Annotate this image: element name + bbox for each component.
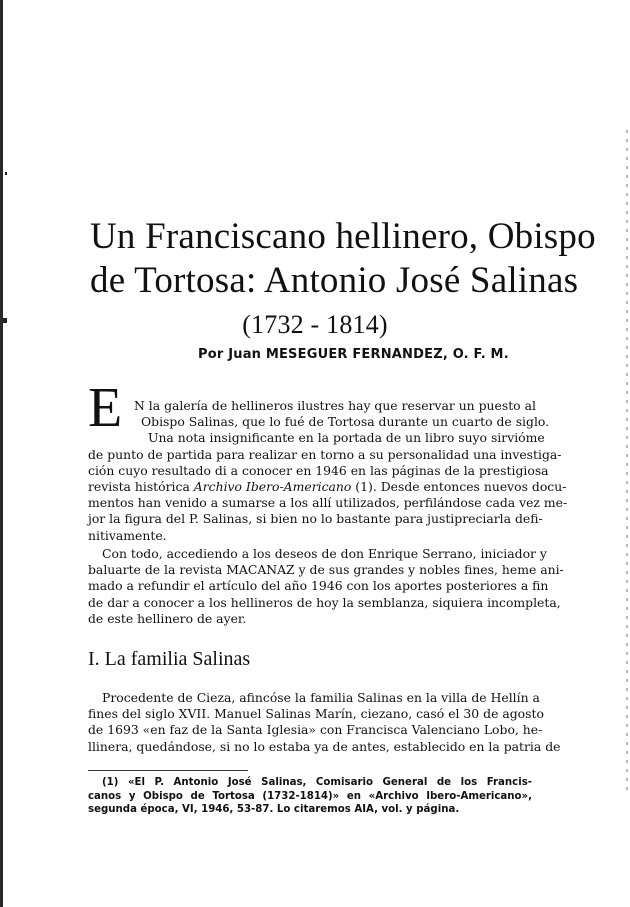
second-paragraph xyxy=(88,546,564,627)
title-dates: (1732 - 1814) xyxy=(242,310,388,339)
scan-speck xyxy=(5,172,7,175)
title-line-2: de Tortosa: Antonio José Salinas xyxy=(90,260,579,301)
footnote-line: (1) «El P. Antonio José Salinas, Comisario General de los Francis- xyxy=(102,777,532,788)
title-line-1: Un Franciscano hellinero, Obispo xyxy=(90,216,596,257)
text-span: revista histórica Archivo Ibero-Americano (1). Desde entonces nuevos docu- xyxy=(88,479,567,495)
text-line: fines del siglo XVII. Manuel Salinas Marín, ciezano, casó el 30 de agosto xyxy=(88,706,544,722)
drop-cap: E xyxy=(88,377,123,439)
text-line: de 1693 «en faz de la Santa Iglesia» con Francisca Valenciano Lobo, he- xyxy=(88,722,543,738)
footnote xyxy=(88,776,532,817)
text-line: Procedente de Cieza, afincóse la familia Salinas en la villa de Hellín a xyxy=(102,690,540,705)
text-line: mentos han venido a sumarse a los allí utilizados, perfilándose cada vez me- xyxy=(88,495,568,511)
section-paragraph xyxy=(88,690,561,755)
text-line: jor la figura del P. Salinas, si bien no lo bastante para justipreciarla defi- xyxy=(88,511,543,527)
intro-paragraph xyxy=(88,398,568,544)
scan-edge-left xyxy=(0,0,3,907)
journal-title: Archivo Ibero-Americano xyxy=(193,479,352,495)
text-line: Una nota insignificante en la portada de un libro suyo sirvióme xyxy=(148,430,545,446)
text-line: Obispo Salinas, que lo fué de Tortosa durante un cuarto de siglo. xyxy=(141,414,550,430)
text-line xyxy=(88,479,567,495)
text-line: ción cuyo resultado di a conocer en 1946 en las páginas de la prestigiosa xyxy=(88,462,549,478)
text-line: de punto de partida para realizar en torno a su personalidad una investiga- xyxy=(88,446,562,462)
text-line: nitivamente. xyxy=(88,527,167,543)
text-line: N la galería de hellineros ilustres hay que reservar un puesto al xyxy=(134,398,536,413)
text-line: mado a refundir el artículo del año 1946 con los aportes posteriores a fin xyxy=(88,578,549,594)
footnote-rule xyxy=(88,770,248,771)
text-line: llinera, quedándose, si no lo estaba ya de antes, establecido en la patria de xyxy=(88,738,561,754)
section-heading: I. La familia Salinas xyxy=(88,648,251,670)
text-line: Con todo, accediendo a los deseos de don Enrique Serrano, iniciador y xyxy=(102,546,547,561)
author-byline: Por Juan MESEGUER FERNANDEZ, O. F. M. xyxy=(198,347,509,362)
scan-edge-right xyxy=(626,130,628,790)
text-line: baluarte de la revista MACANAZ y de sus grandes y nobles fines, heme ani- xyxy=(88,562,564,578)
footnote-line: canos y Obispo de Tortosa (1732-1814)» en «Archivo Ibero-Americano», xyxy=(88,790,532,802)
footnote-line: segunda época, VI, 1946, 53-87. Lo citaremos AIA, vol. y página. xyxy=(88,804,460,815)
text-line: de este hellinero de ayer. xyxy=(88,610,247,626)
text-line: de dar a conocer a los hellineros de hoy la semblanza, siquiera incompleta, xyxy=(88,594,561,610)
